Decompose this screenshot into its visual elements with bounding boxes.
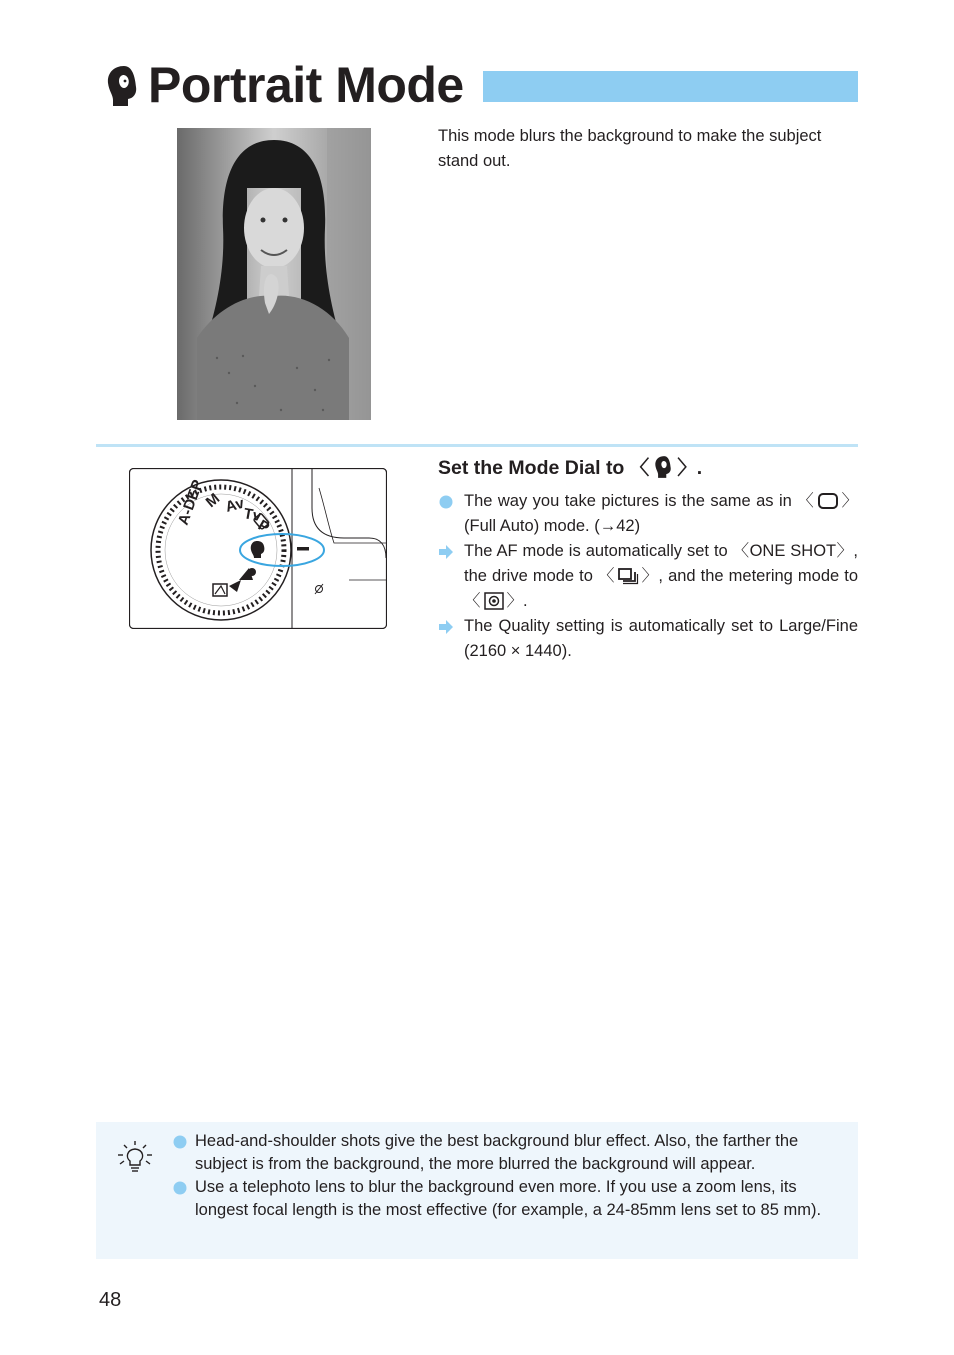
portrait-photo: [177, 128, 371, 420]
evaluative-metering-icon: [483, 592, 505, 610]
portrait-icon: [652, 455, 674, 479]
list-item: The way you take pictures is the same as in 〈 〉 (Full Auto) mode. (→42): [438, 489, 858, 539]
page-number: 48: [99, 1289, 122, 1311]
list-item: Head-and-shoulder shots give the best background blur effect. Also, the farther the subject is from the background, the more blurred the background will appear.: [171, 1130, 847, 1176]
intro-text: This mode blurs the background to make the subject stand out.: [438, 127, 822, 170]
dial-label-adep: A-DEP: [174, 477, 207, 528]
full-auto-icon: [817, 492, 839, 510]
dial-label-p: P: [255, 516, 273, 537]
portrait-icon: [104, 64, 140, 108]
list-item: Use a telephoto lens to blur the background even more. If you use a zoom lens, its longest focal length is the most effective (for example, a 24-85mm lens set to 85 mm).: [171, 1176, 847, 1222]
bullet-icon: [173, 1135, 187, 1149]
arrow-icon: [439, 545, 453, 559]
list-item: The AF mode is automatically set to 〈ONE SHOT〉, the drive mode to 〈 〉, and the metering mode to 〈 〉.: [438, 539, 858, 614]
bullet-icon: [439, 495, 453, 509]
step-heading: Set the Mode Dial to 〈 〉.: [438, 457, 703, 479]
section-divider: [96, 444, 858, 447]
page-title: Portrait Mode: [148, 57, 464, 113]
dial-label-av: Av: [223, 494, 247, 516]
dial-label-tv: Tv: [242, 505, 263, 525]
tip-box: [96, 1122, 858, 1259]
tips-list: [171, 1130, 847, 1222]
continuous-drive-icon: [617, 567, 639, 585]
arrow-icon: [439, 620, 453, 634]
bullet-icon: [173, 1181, 187, 1195]
mode-dial-illustration: [129, 468, 387, 629]
title-accent-bar: [483, 71, 858, 102]
step-details-list: [438, 489, 858, 664]
list-item: The Quality setting is automatically set to Large/Fine (2160 × 1440).: [438, 614, 858, 664]
dial-label-m: M: [202, 490, 224, 512]
lightbulb-icon: [116, 1140, 154, 1174]
